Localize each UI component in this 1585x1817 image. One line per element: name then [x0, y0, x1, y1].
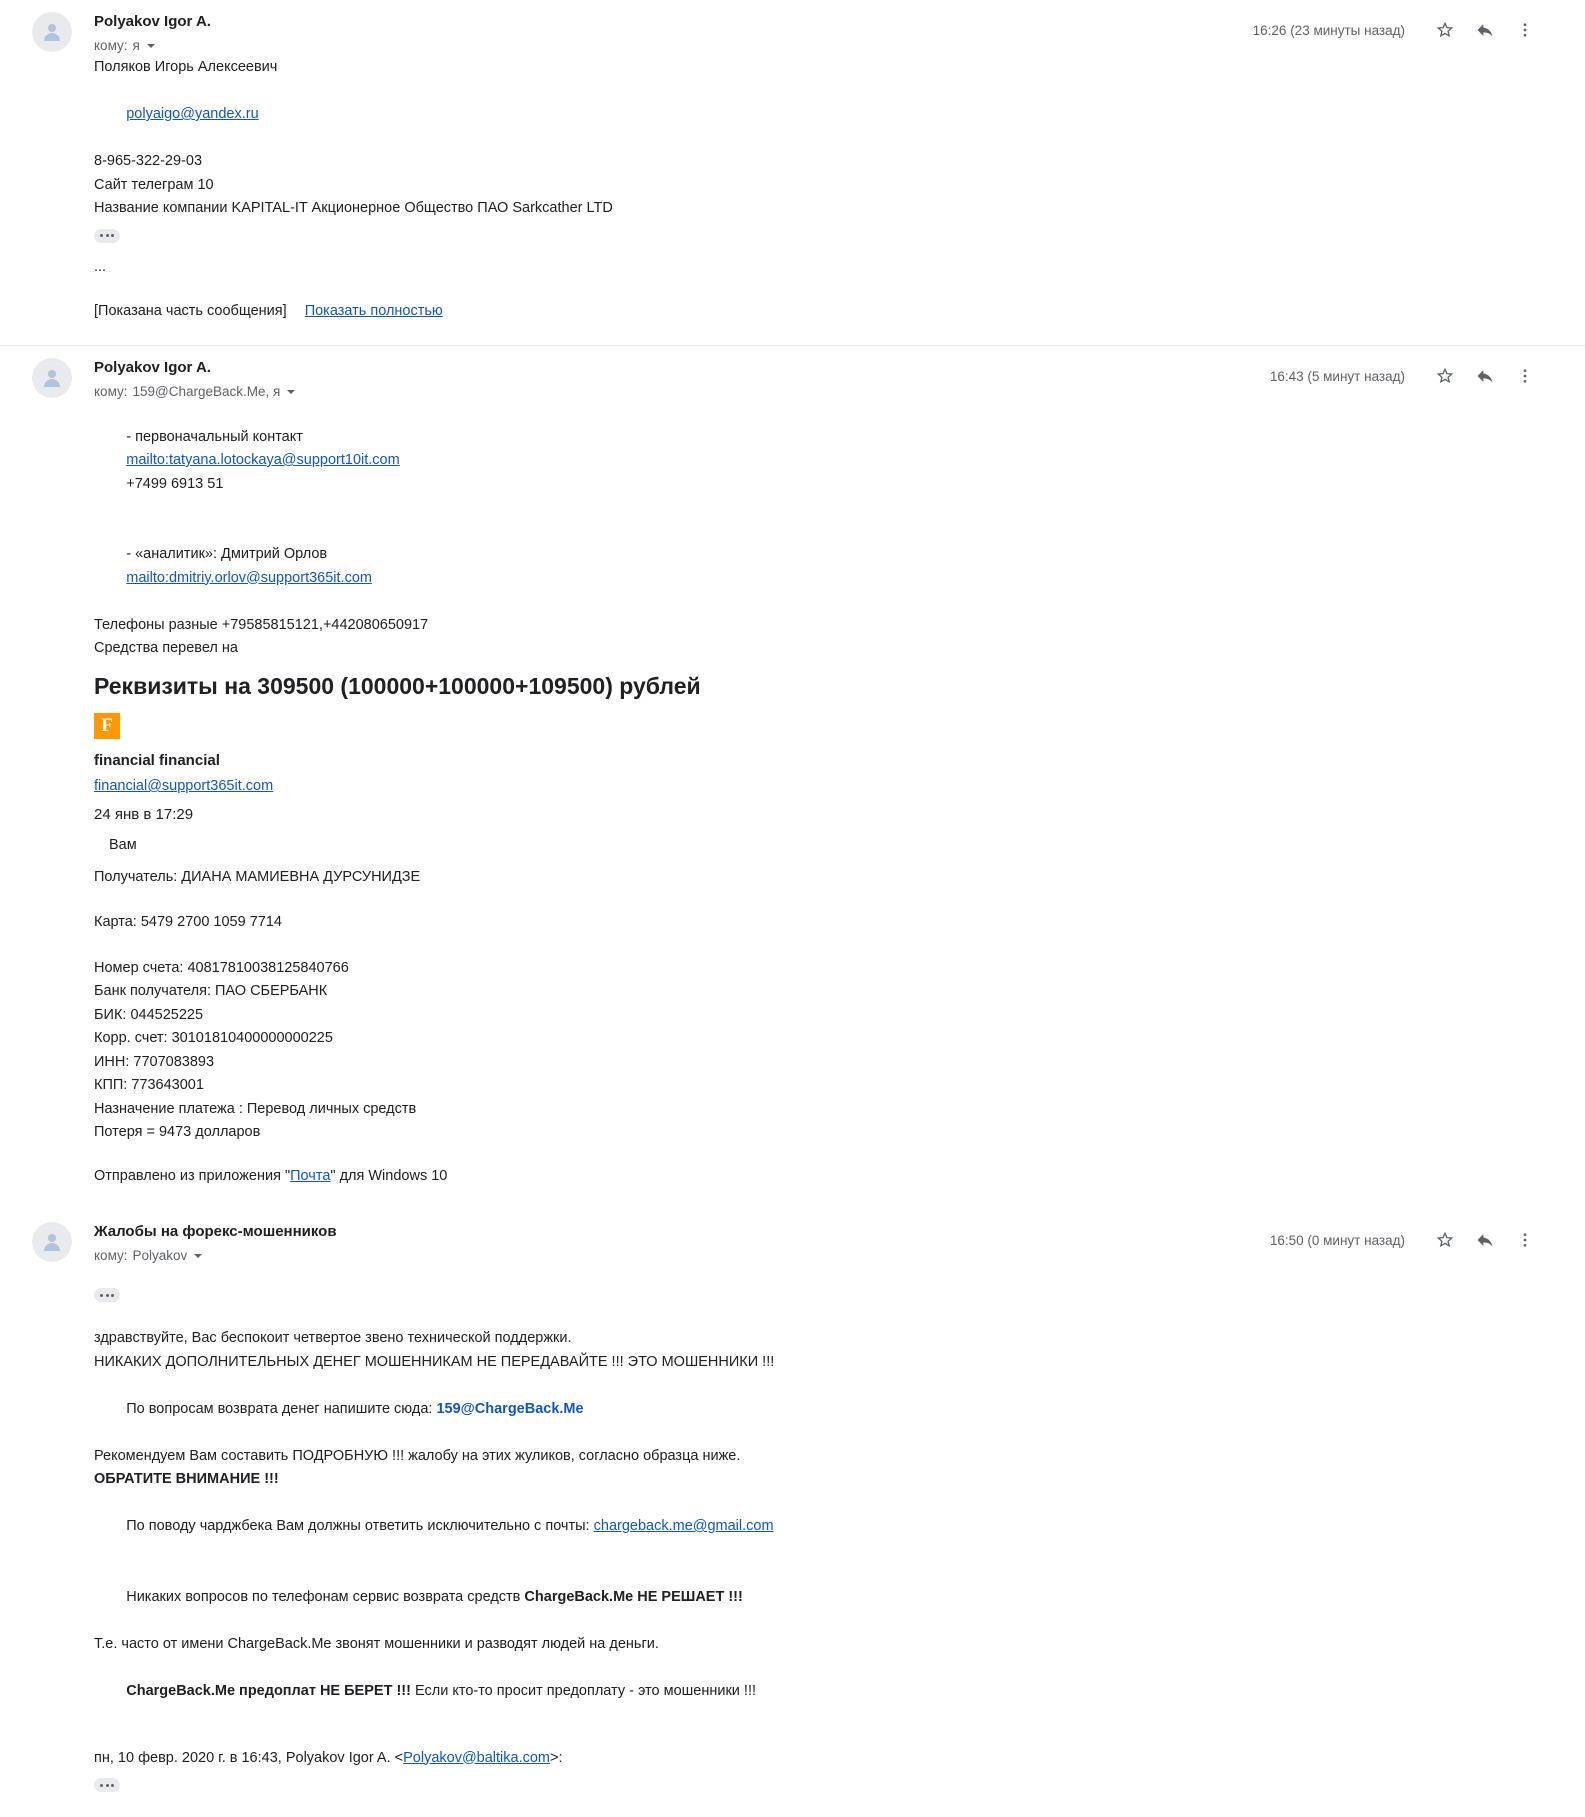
chargeback-email-link[interactable]: chargeback.me@gmail.com	[593, 1518, 774, 1534]
sum-heading: Реквизиты на 309500 (100000+100000+109500) рублей	[94, 672, 701, 699]
initial-contact-label: - первоначальный контакт	[126, 428, 303, 445]
recipient-value: 159@ChargeBack.Me, я	[132, 384, 281, 399]
avatar-icon	[40, 1229, 64, 1255]
chargeback-prefix: По поводу чарджбека Вам должны ответить исключительно с почты:	[126, 1518, 594, 1534]
avatar-icon	[40, 365, 64, 391]
return-contact-prefix: По вопросам возврата денег напишите сюда:	[126, 1400, 437, 1417]
timestamp: 16:26 (23 минуты назад)	[1252, 22, 1405, 38]
recipient-name-line: Получатель: ДИАНА МАМИЕВНА ДУРСУНИДЗЕ	[94, 868, 421, 885]
ellipsis-text: ...	[94, 258, 107, 275]
prepay-row	[94, 1656, 1505, 1727]
detail-line: Потеря = 9473 долларов	[94, 1124, 261, 1140]
message-2-meta	[72, 356, 1270, 402]
expand-dots-icon[interactable]	[94, 229, 120, 243]
initial-contact-link[interactable]: mailto:tatyana.lotockaya@support10it.com	[126, 452, 400, 468]
no-phone-prefix: Никаких вопросов по телефонам сервис возврата средств	[126, 1588, 525, 1605]
expand-dots-icon[interactable]	[94, 1288, 120, 1302]
star-icon[interactable]	[1425, 1224, 1465, 1256]
chevron-down-icon[interactable]	[287, 390, 295, 394]
show-full-message-link[interactable]: Показать полностью	[304, 302, 443, 319]
scam-call-line: Т.е. часто от имени ChargeBack.Me звонят мошенники и разводят людей на деньги.	[94, 1635, 659, 1652]
phones-line: Телефоны разные +79585815121,+442080650917	[94, 616, 429, 633]
detail-line: ИНН: 7707083893	[94, 1053, 215, 1070]
sent-from-suffix: " для Windows 10	[330, 1167, 448, 1184]
detail-line: КПП: 773643001	[94, 1077, 204, 1093]
text-line: 8-965-322-29-03	[94, 153, 203, 169]
text-line: здравствуйте, Вас беспокоит четвертое звено технической поддержки.	[94, 1330, 572, 1346]
timestamp: 16:50 (0 минут назад)	[1269, 1232, 1405, 1248]
text-line: Поляков Игорь Алексеевич	[94, 59, 278, 75]
no-phone-bold: ChargeBack.Me НЕ РЕШАЕТ !!!	[524, 1588, 743, 1605]
initial-contact-phone: +7499 6913 51	[126, 475, 224, 492]
quote-suffix: >:	[550, 1749, 563, 1766]
more-vert-icon[interactable]	[1505, 1224, 1545, 1256]
avatar	[32, 12, 72, 52]
recipient-value: Polyakov	[132, 1248, 188, 1263]
detail-line: Корр. счет: 30101810400000000225	[94, 1030, 333, 1046]
analyst-label: - «аналитик»: Дмитрий Орлов	[126, 546, 328, 562]
star-icon[interactable]	[1425, 360, 1465, 392]
quote-prefix: пн, 10 февр. 2020 г. в 16:43, Polyakov Igor A. <	[94, 1749, 404, 1766]
recipient-prefix: кому:	[94, 1248, 128, 1263]
return-contact-row	[94, 1374, 1505, 1445]
to-you-line: Вам	[109, 837, 137, 853]
sender-name: Polyakov Igor A.	[94, 359, 211, 376]
message-2-actions	[1270, 356, 1545, 392]
prepay-rest: Если кто-то просит предоплату - это мошенники !!!	[410, 1682, 757, 1699]
chargeback-row	[94, 1492, 1505, 1563]
message-3-header	[0, 1210, 1545, 1266]
analyst-link[interactable]: mailto:dmitriy.orlov@support365it.com	[126, 569, 372, 586]
mail-app-link[interactable]: Почта	[290, 1167, 331, 1184]
card-line: Карта: 5479 2700 1059 7714	[94, 914, 282, 930]
attention-line: ОБРАТИТЕ ВНИМАНИЕ !!!	[94, 1471, 279, 1487]
transferred-line: Средства перевел на	[94, 640, 238, 656]
quote-header-row	[94, 1727, 1505, 1771]
no-phone-row	[94, 1562, 1505, 1633]
message-1-actions	[1253, 10, 1545, 46]
expand-dots-icon[interactable]	[94, 1778, 120, 1792]
message-2-header	[0, 346, 1545, 402]
more-vert-icon[interactable]	[1505, 14, 1545, 46]
financial-date: 24 янв в 17:29	[94, 805, 194, 823]
text-line: Название компании KAPITAL-IT Акционерное Общество ПАО Sarkcather LTD	[94, 200, 613, 216]
detail-line: Банк получателя: ПАО СБЕРБАНК	[94, 983, 328, 999]
financial-sender-name: financial financial	[94, 751, 220, 769]
message-2-body	[0, 402, 1545, 1210]
recipient-prefix: кому:	[94, 38, 128, 53]
message-3	[0, 1210, 1585, 1817]
financial-email-link[interactable]: financial@support365it.com	[94, 778, 274, 794]
message-1	[0, 0, 1585, 345]
sent-from-prefix: Отправлено из приложения "	[94, 1167, 291, 1184]
reply-icon[interactable]	[1465, 1224, 1505, 1256]
initial-contact-row	[94, 402, 1505, 520]
recipient-row[interactable]	[94, 1242, 1270, 1266]
reply-icon[interactable]	[1465, 360, 1505, 392]
text-line: НИКАКИХ ДОПОЛНИТЕЛЬНЫХ ДЕНЕГ МОШЕННИКАМ НЕ ПЕРЕДАВАЙТЕ !!! ЭТО МОШЕННИКИ !!!	[94, 1353, 775, 1370]
detail-line: Назначение платежа : Перевод личных средств	[94, 1100, 417, 1117]
recipient-row[interactable]	[94, 378, 1270, 402]
message-3-body	[0, 1266, 1545, 1817]
more-vert-icon[interactable]	[1505, 360, 1545, 392]
sent-from-row	[94, 1145, 1505, 1189]
reply-icon[interactable]	[1465, 14, 1505, 46]
message-1-body	[0, 56, 1545, 345]
email-link-row	[94, 80, 1505, 151]
recipient-prefix: кому:	[94, 384, 128, 399]
message-2	[0, 346, 1585, 1210]
chevron-down-icon[interactable]	[194, 1254, 202, 1258]
trimmed-note: [Показана часть сообщения]	[94, 302, 287, 319]
financial-email-row	[94, 775, 1505, 799]
message-1-meta	[72, 10, 1253, 56]
prepay-bold: ChargeBack.Me предоплат НЕ БЕРЕТ !!!	[126, 1682, 411, 1699]
sender-name: Polyakov Igor A.	[94, 13, 211, 30]
message-3-actions	[1270, 1220, 1545, 1256]
quote-email-link[interactable]: Polyakov@baltika.com	[403, 1749, 550, 1766]
avatar-icon	[40, 19, 64, 45]
sender-email-link[interactable]: polyaigo@yandex.ru	[126, 106, 259, 122]
financial-logo-icon: F	[94, 713, 120, 739]
text-line: Сайт телеграм 10	[94, 176, 214, 193]
detail-line: Номер счета: 40817810038125840766	[94, 959, 349, 976]
star-icon[interactable]	[1425, 14, 1465, 46]
recipient-value: я	[132, 38, 140, 53]
message-1-header	[0, 0, 1545, 56]
avatar	[32, 358, 72, 398]
avatar	[32, 1222, 72, 1262]
detail-line: БИК: 044525225	[94, 1006, 204, 1023]
chevron-down-icon[interactable]	[147, 44, 155, 48]
recipient-row[interactable]	[94, 32, 1253, 56]
return-contact-email[interactable]: 159@ChargeBack.Me	[436, 1400, 584, 1417]
trimmed-note-row	[94, 278, 1505, 324]
analyst-row	[94, 520, 1505, 614]
recommend-line: Рекомендуем Вам составить ПОДРОБНУЮ !!! жалобу на этих жуликов, согласно образца ниже.	[94, 1447, 741, 1464]
sender-name: Жалобы на форекс-мошенников	[94, 1223, 337, 1240]
timestamp: 16:43 (5 минут назад)	[1269, 368, 1405, 384]
message-3-meta	[72, 1220, 1270, 1266]
